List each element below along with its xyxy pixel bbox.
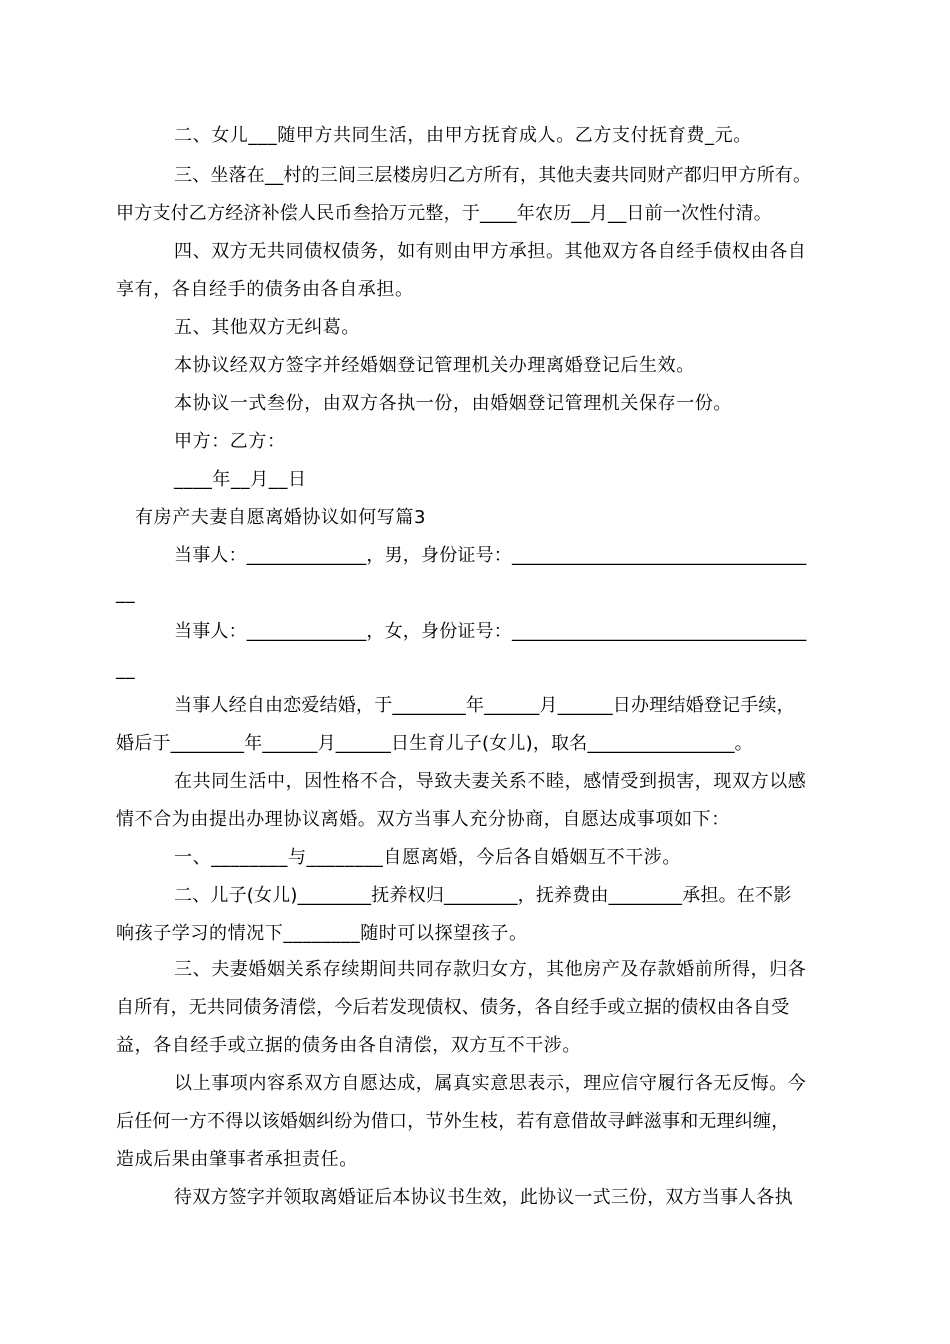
section-heading: 有房产夫妻自愿离婚协议如何写篇3: [135, 507, 427, 528]
item-2-custody: 二、儿子(女儿)________抚养权归________，抚养费由________承担。在不影: [174, 885, 792, 906]
clause-4-debts-cont: 享有，各自经手的债务由各自承担。: [116, 279, 414, 300]
clause-3-property: 三、坐落在__村的三间三层楼房归乙方所有，其他夫妻共同财产都归甲方所有。: [174, 165, 812, 186]
clause-4-debts: 四、双方无共同债权债务，如有则由甲方承担。其他双方各自经手债权由各自: [174, 241, 807, 262]
effective-clause: 本协议经双方签字并经婚姻登记管理机关办理离婚登记后生效。: [174, 355, 695, 376]
signature-date: ____年__月__日: [174, 469, 307, 490]
party-female-id-cont: __: [116, 659, 136, 680]
party-female: 当事人：_____________，女，身份证号：________________________________: [174, 621, 807, 642]
signature-parties: 甲方：乙方：: [174, 431, 286, 452]
child-birth: 婚后于________年______月______日生育儿子(女儿)，取名________________。: [116, 733, 753, 754]
party-male-id-cont: __: [116, 583, 136, 604]
divorce-reason: 在共同生活中，因性格不合，导致夫妻关系不睦，感情受到损害，现双方以感: [174, 771, 807, 792]
clause-3-compensation: 甲方支付乙方经济补偿人民币叁拾万元整，于____年农历__月__日前一次性付清。: [116, 203, 772, 224]
marriage-registration: 当事人经自由恋爱结婚，于________年______月______日办理结婚登记手续，: [174, 695, 795, 716]
commitment-clause: 以上事项内容系双方自愿达成，属真实意思表示，理应信守履行各无反悔。今: [174, 1073, 807, 1094]
copies-clause: 本协议一式叁份，由双方各执一份，由婚姻登记管理机关保存一份。: [174, 393, 732, 414]
clause-5-other: 五、其他双方无纠葛。: [174, 317, 360, 338]
item-3-property: 三、夫妻婚姻关系存续期间共同存款归女方，其他房产及存款婚前所得，归各: [174, 959, 807, 980]
item-1-divorce: 一、________与________自愿离婚，今后各自婚姻互不干涉。: [174, 847, 681, 868]
item-3-property-cont: 自所有，无共同债务清偿，今后若发现债权、债务，各自经手或立据的债权由各自受: [116, 997, 790, 1018]
divorce-reason-cont: 情不合为由提出办理协议离婚。双方当事人充分协商，自愿达成事项如下：: [116, 809, 730, 830]
item-2-custody-cont: 响孩子学习的情况下________随时可以探望孩子。: [116, 923, 528, 944]
commitment-clause-cont: 后任何一方不得以该婚姻纠纷为借口，节外生枝，若有意借故寻衅滋事和无理纠缠，: [116, 1111, 790, 1132]
commitment-clause-end: 造成后果由肇事者承担责任。: [116, 1149, 358, 1170]
clause-2-daughter: 二、女儿___随甲方共同生活，由甲方抚育成人。乙方支付抚育费_元。: [174, 125, 752, 146]
item-3-property-end: 益，各自经手或立据的债务由各自清偿，双方互不干涉。: [116, 1035, 581, 1056]
effective-copies-clause: 待双方签字并领取离婚证后本协议书生效，此协议一式三份，双方当事人各执: [174, 1187, 793, 1208]
party-male: 当事人：_____________，男，身份证号：________________________________: [174, 545, 807, 566]
